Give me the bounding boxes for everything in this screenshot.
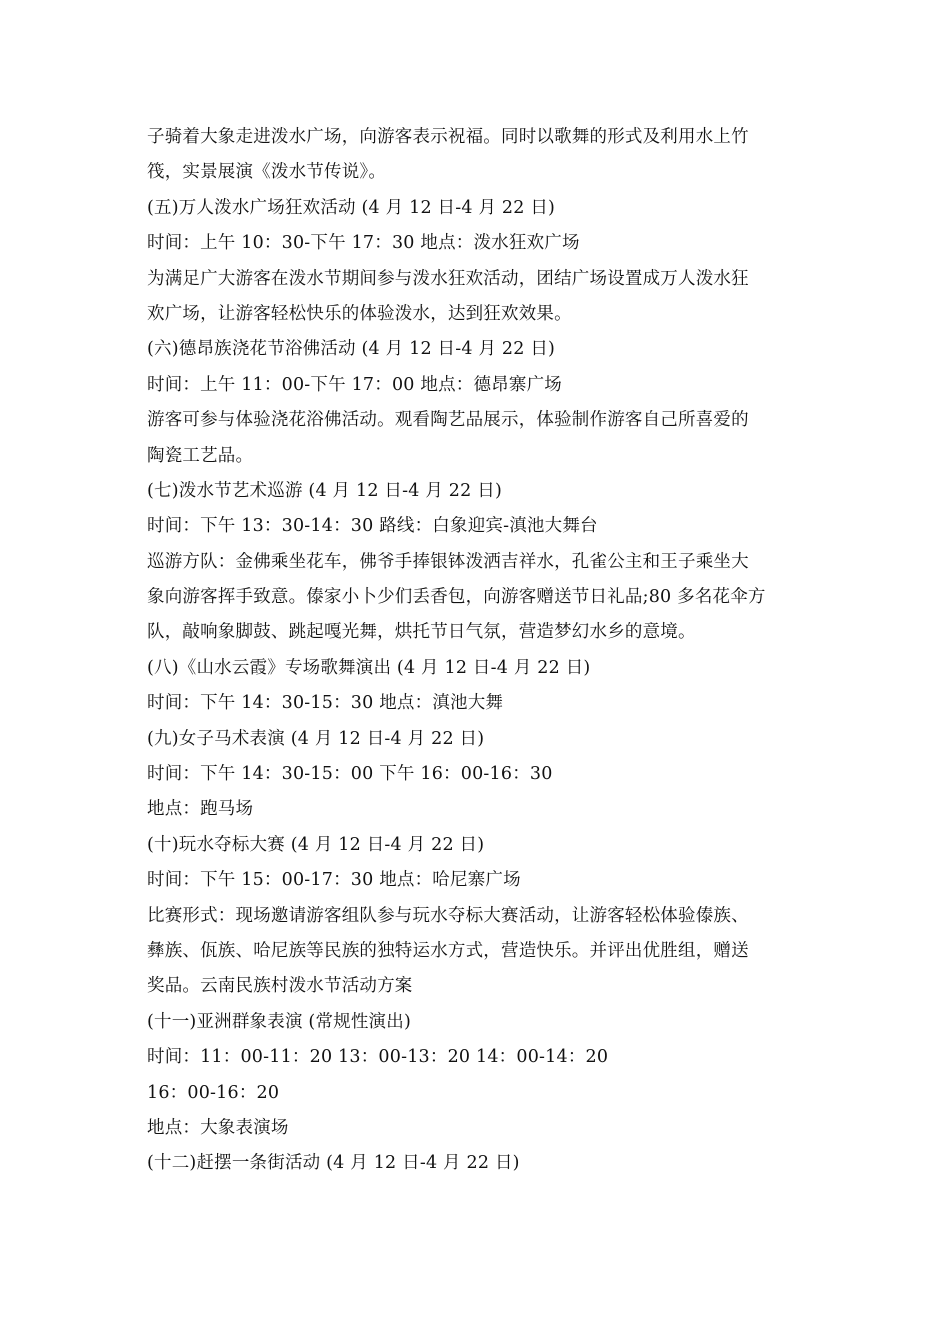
schedule-line: 时间：下午 14：30-15：30 地点：滇池大舞 [147, 693, 504, 714]
section-heading: (六)德昂族浇花节浴佛活动 (4 月 12 日-4 月 22 日) [147, 339, 556, 360]
section-heading: (十)玩水夺标大赛 (4 月 12 日-4 月 22 日) [147, 834, 485, 855]
paragraph-line: 筏，实景展演《泼水节传说》。 [147, 162, 387, 183]
paragraph-line: 比赛形式：现场邀请游客组队参与玩水夺标大赛活动，让游客轻松体验傣族、 [147, 905, 749, 926]
paragraph-line: 子骑着大象走进泼水广场，向游客表示祝福。同时以歌舞的形式及利用水上竹 [147, 127, 749, 147]
schedule-line: 16：00-16：20 [147, 1082, 280, 1103]
paragraph-line: 游客可参与体验浇花浴佛活动。观看陶艺品展示，体验制作游客自己所喜爱的 [147, 410, 749, 431]
schedule-line: 时间：下午 15：00-17：30 地点：哈尼寨广场 [147, 870, 521, 891]
paragraph-line: 彝族、佤族、哈尼族等民族的独特运水方式，营造快乐。并评出优胜组，赠送 [147, 940, 749, 961]
location-line: 地点：大象表演场 [147, 1117, 289, 1138]
paragraph-line: 队，敲响象脚鼓、跳起嘎光舞，烘托节日气氛，营造梦幻水乡的意境。 [147, 622, 696, 643]
schedule-line: 时间：下午 13：30-14：30 路线：白象迎宾-滇池大舞台 [147, 516, 598, 537]
paragraph-line: 象向游客挥手致意。傣家小卜少们丢香包，向游客赠送节日礼品;80 多名花伞方 [147, 587, 766, 608]
paragraph-line: 奖品。云南民族村泼水节活动方案 [147, 976, 413, 997]
schedule-line: 时间：11：00-11：20 13：00-13：20 14：00-14：20 [147, 1047, 609, 1068]
schedule-line: 时间：下午 14：30-15：00 下午 16：00-16：30 [147, 764, 553, 785]
section-heading: (七)泼水节艺术巡游 (4 月 12 日-4 月 22 日) [147, 480, 502, 501]
paragraph-line: 陶瓷工艺品。 [147, 445, 254, 466]
schedule-line: 时间：上午 11：00-下午 17：00 地点：德昂寨广场 [147, 374, 562, 395]
section-heading: (九)女子马术表演 (4 月 12 日-4 月 22 日) [147, 728, 485, 749]
schedule-line: 时间：上午 10：30-下午 17：30 地点：泼水狂欢广场 [147, 233, 580, 254]
paragraph-line: 欢广场，让游客轻松快乐的体验泼水，达到狂欢效果。 [147, 303, 572, 324]
section-heading: (五)万人泼水广场狂欢活动 (4 月 12 日-4 月 22 日) [147, 197, 556, 218]
section-heading: (八)《山水云霞》专场歌舞演出 (4 月 12 日-4 月 22 日) [147, 657, 591, 678]
section-heading: (十一)亚洲群象表演 (常规性演出) [147, 1011, 411, 1032]
location-line: 地点：跑马场 [147, 799, 254, 820]
section-heading: (十二)赶摆一条街活动 (4 月 12 日-4 月 22 日) [147, 1153, 520, 1174]
document-body [147, 120, 817, 1182]
paragraph-line: 为满足广大游客在泼水节期间参与泼水狂欢活动，团结广场设置成万人泼水狂 [147, 268, 749, 289]
paragraph-line: 巡游方队：金佛乘坐花车，佛爷手捧银钵泼洒吉祥水，孔雀公主和王子乘坐大 [147, 551, 749, 572]
